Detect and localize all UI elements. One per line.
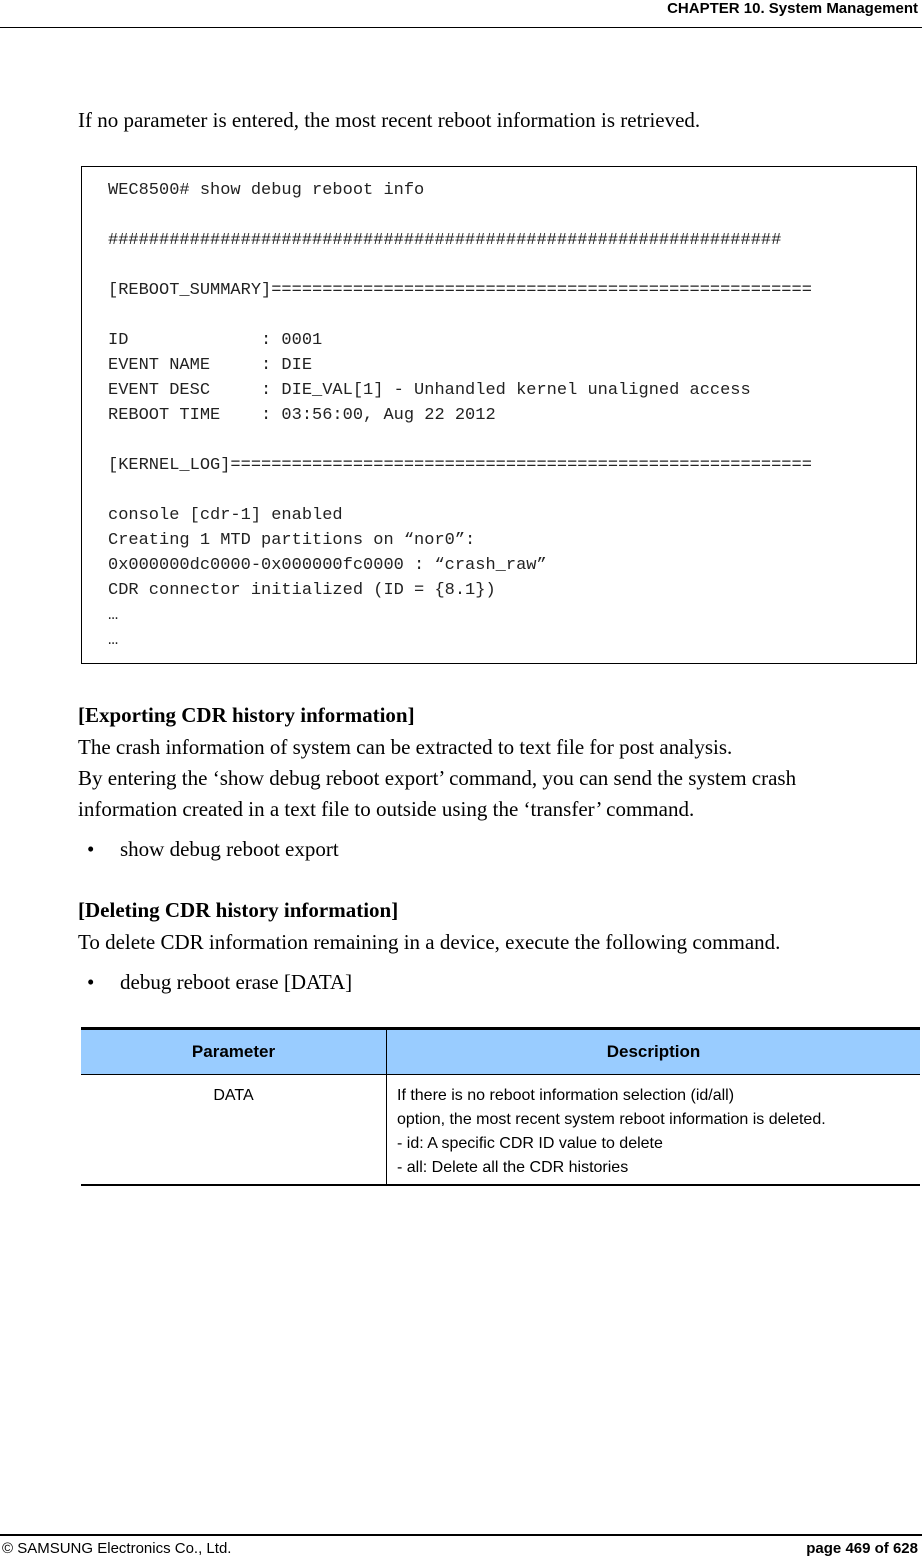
bullet-symbol: • (87, 837, 95, 861)
code-line: ################################################################## (108, 231, 782, 250)
export-paragraph-line: information created in a text file to outside using the ‘transfer’ command. (78, 797, 695, 821)
footer-copyright: © SAMSUNG Electronics Co., Ltd. (2, 1540, 232, 1557)
description-line: - id: A specific CDR ID value to delete (397, 1135, 663, 1152)
parameter-table (81, 1027, 920, 1186)
export-paragraph-line: By entering the ‘show debug reboot export’ command, you can send the system crash (78, 766, 797, 790)
parameter-cell: DATA (81, 1075, 387, 1186)
code-line: ID : 0001 (108, 331, 323, 350)
delete-command-bullet: debug reboot erase [DATA] (120, 970, 353, 994)
cli-output-box (81, 166, 917, 664)
table-row (81, 1075, 920, 1186)
delete-section-title: [Deleting CDR history information] (78, 898, 399, 922)
chapter-title: CHAPTER 10. System Management (667, 0, 918, 17)
description-line: - all: Delete all the CDR histories (397, 1159, 629, 1176)
code-line: console [cdr-1] enabled (108, 506, 343, 525)
code-line: [REBOOT_SUMMARY]===================================================== (108, 281, 812, 300)
description-line: option, the most recent system reboot information is deleted. (397, 1111, 826, 1128)
code-line: 0x000000dc0000-0x000000fc0000 : “crash_raw” (108, 556, 547, 575)
bullet-symbol: • (87, 970, 95, 994)
code-line: CDR connector initialized (ID = {8.1}) (108, 581, 496, 600)
column-header-parameter: Parameter (81, 1029, 387, 1075)
intro-paragraph: If no parameter is entered, the most recent reboot information is retrieved. (78, 108, 701, 132)
export-command-bullet: show debug reboot export (120, 837, 339, 861)
column-header-description: Description (387, 1029, 921, 1075)
footer-divider (0, 1534, 922, 1536)
code-line: … (108, 631, 119, 650)
code-line: EVENT NAME : DIE (108, 356, 313, 375)
code-line: WEC8500# show debug reboot info (108, 181, 425, 200)
description-line: If there is no reboot information selection (id/all) (397, 1087, 735, 1104)
code-line: REBOOT TIME : 03:56:00, Aug 22 2012 (108, 406, 496, 425)
delete-paragraph: To delete CDR information remaining in a device, execute the following command. (78, 930, 781, 954)
export-section-title: [Exporting CDR history information] (78, 703, 415, 727)
header-divider (0, 27, 922, 28)
code-line: [KERNEL_LOG]========================================================= (108, 456, 812, 475)
code-line: … (108, 606, 119, 625)
description-cell (387, 1075, 921, 1186)
code-line: Creating 1 MTD partitions on “nor0”: (108, 531, 476, 550)
code-line: EVENT DESC : DIE_VAL[1] - Unhandled kernel unaligned access (108, 381, 751, 400)
footer-page-number: page 469 of 628 (806, 1540, 918, 1557)
table-header-row (81, 1029, 920, 1075)
export-paragraph-line: The crash information of system can be extracted to text file for post analysis. (78, 735, 733, 759)
